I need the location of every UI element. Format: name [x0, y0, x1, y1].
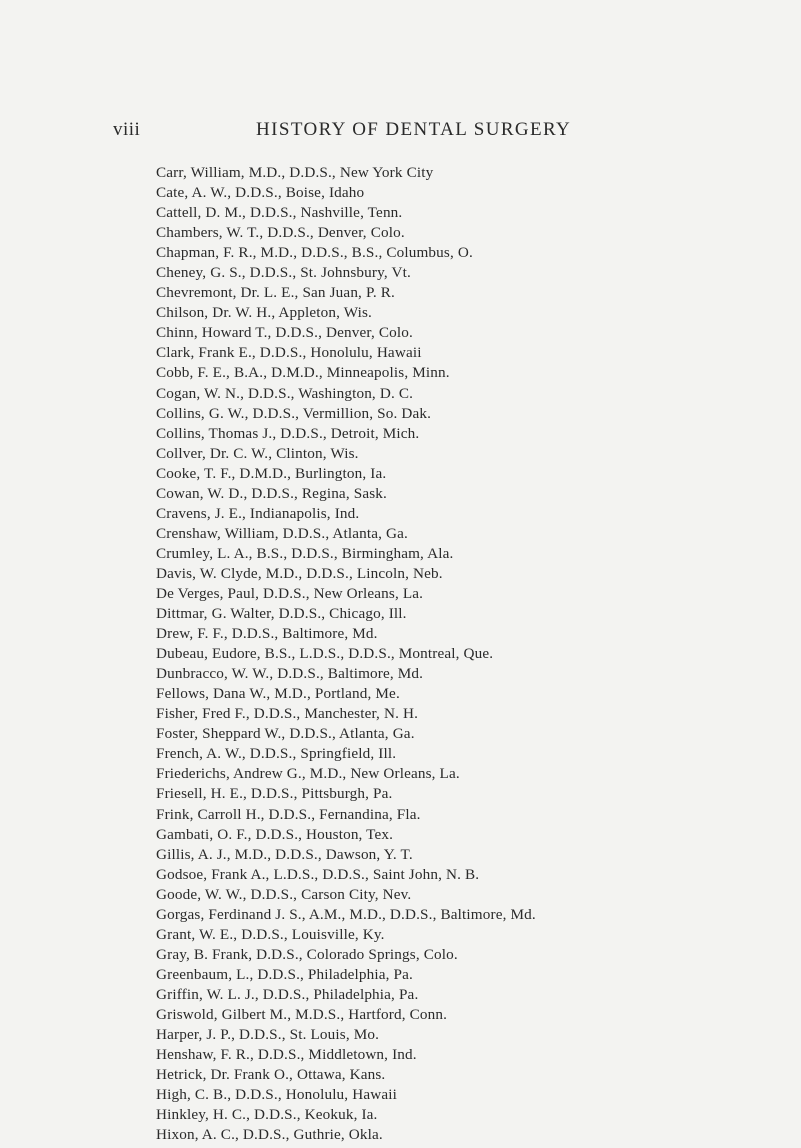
list-item: Collins, G. W., D.D.S., Vermillion, So. Dak.: [156, 404, 432, 422]
list-item: Clark, Frank E., D.D.S., Honolulu, Hawaii: [156, 344, 422, 362]
list-item: Gorgas, Ferdinand J. S., A.M., M.D., D.D.S., Baltimore, Md.: [156, 905, 536, 923]
list-item: Chilson, Dr. W. H., Appleton, Wis.: [156, 304, 373, 322]
list-item: Frink, Carroll H., D.D.S., Fernandina, Fla.: [156, 805, 421, 823]
list-item: Harper, J. P., D.D.S., St. Louis, Mo.: [156, 1026, 380, 1044]
list-item: Cobb, F. E., B.A., D.M.D., Minneapolis, Minn.: [156, 364, 450, 382]
list-item: Chinn, Howard T., D.D.S., Denver, Colo.: [156, 324, 413, 342]
list-item: French, A. W., D.D.S., Springfield, Ill.: [156, 745, 397, 763]
list-item: Chambers, W. T., D.D.S., Denver, Colo.: [156, 224, 405, 242]
list-item: Dunbracco, W. W., D.D.S., Baltimore, Md.: [156, 665, 424, 683]
list-item: Chevremont, Dr. L. E., San Juan, P. R.: [156, 284, 395, 302]
list-item: Friesell, H. E., D.D.S., Pittsburgh, Pa.: [156, 785, 393, 803]
list-item: Cowan, W. D., D.D.S., Regina, Sask.: [156, 484, 387, 502]
list-item: Gambati, O. F., D.D.S., Houston, Tex.: [156, 825, 394, 843]
list-item: Greenbaum, L., D.D.S., Philadelphia, Pa.: [156, 965, 413, 983]
list-item: Griffin, W. L. J., D.D.S., Philadelphia, Pa.: [156, 985, 419, 1003]
list-item: Hetrick, Dr. Frank O., Ottawa, Kans.: [156, 1066, 386, 1084]
list-item: Cooke, T. F., D.M.D., Burlington, Ia.: [156, 464, 387, 482]
list-item: Davis, W. Clyde, M.D., D.D.S., Lincoln, Neb.: [156, 564, 443, 582]
list-item: Griswold, Gilbert M., M.D.S., Hartford, Conn.: [156, 1005, 448, 1023]
list-item: Dubeau, Eudore, B.S., L.D.S., D.D.S., Montreal, Que.: [156, 645, 494, 663]
list-item: Cate, A. W., D.D.S., Boise, Idaho: [156, 184, 365, 202]
list-item: Cattell, D. M., D.D.S., Nashville, Tenn.: [156, 204, 403, 222]
list-item: Grant, W. E., D.D.S., Louisville, Ky.: [156, 925, 385, 943]
list-item: Gray, B. Frank, D.D.S., Colorado Springs, Colo.: [156, 945, 458, 963]
list-item: Fisher, Fred F., D.D.S., Manchester, N. H.: [156, 705, 419, 723]
list-item: Cogan, W. N., D.D.S., Washington, D. C.: [156, 384, 414, 402]
page-number: viii: [113, 119, 141, 140]
list-item: High, C. B., D.D.S., Honolulu, Hawaii: [156, 1086, 397, 1104]
list-item: Crenshaw, William, D.D.S., Atlanta, Ga.: [156, 524, 408, 542]
list-item: Hinkley, H. C., D.D.S., Keokuk, Ia.: [156, 1106, 378, 1124]
list-item: Collins, Thomas J., D.D.S., Detroit, Mich.: [156, 424, 420, 442]
list-item: Crumley, L. A., B.S., D.D.S., Birmingham, Ala.: [156, 544, 454, 562]
list-item: Gillis, A. J., M.D., D.D.S., Dawson, Y. T.: [156, 845, 413, 863]
list-item: De Verges, Paul, D.D.S., New Orleans, La.: [156, 584, 424, 602]
list-item: Hixon, A. C., D.D.S., Guthrie, Okla.: [156, 1126, 383, 1144]
list-item: Cravens, J. E., Indianapolis, Ind.: [156, 504, 360, 522]
running-title: HISTORY OF DENTAL SURGERY: [256, 119, 572, 140]
page-header: [0, 118, 801, 142]
member-list: [156, 163, 776, 1145]
list-item: Fellows, Dana W., M.D., Portland, Me.: [156, 685, 400, 703]
list-item: Goode, W. W., D.D.S., Carson City, Nev.: [156, 885, 412, 903]
list-item: Chapman, F. R., M.D., D.D.S., B.S., Columbus, O.: [156, 244, 473, 262]
list-item: Foster, Sheppard W., D.D.S., Atlanta, Ga.: [156, 725, 415, 743]
list-item: Collver, Dr. C. W., Clinton, Wis.: [156, 444, 359, 462]
list-item: Drew, F. F., D.D.S., Baltimore, Md.: [156, 625, 378, 643]
list-item: Dittmar, G. Walter, D.D.S., Chicago, Ill.: [156, 605, 407, 623]
list-item: Carr, William, M.D., D.D.S., New York City: [156, 164, 434, 181]
list-item: Cheney, G. S., D.D.S., St. Johnsbury, Vt.: [156, 264, 411, 282]
list-item: Henshaw, F. R., D.D.S., Middletown, Ind.: [156, 1046, 417, 1064]
list-item: Friederichs, Andrew G., M.D., New Orleans, La.: [156, 765, 460, 783]
list-item: Godsoe, Frank A., L.D.S., D.D.S., Saint John, N. B.: [156, 865, 480, 883]
